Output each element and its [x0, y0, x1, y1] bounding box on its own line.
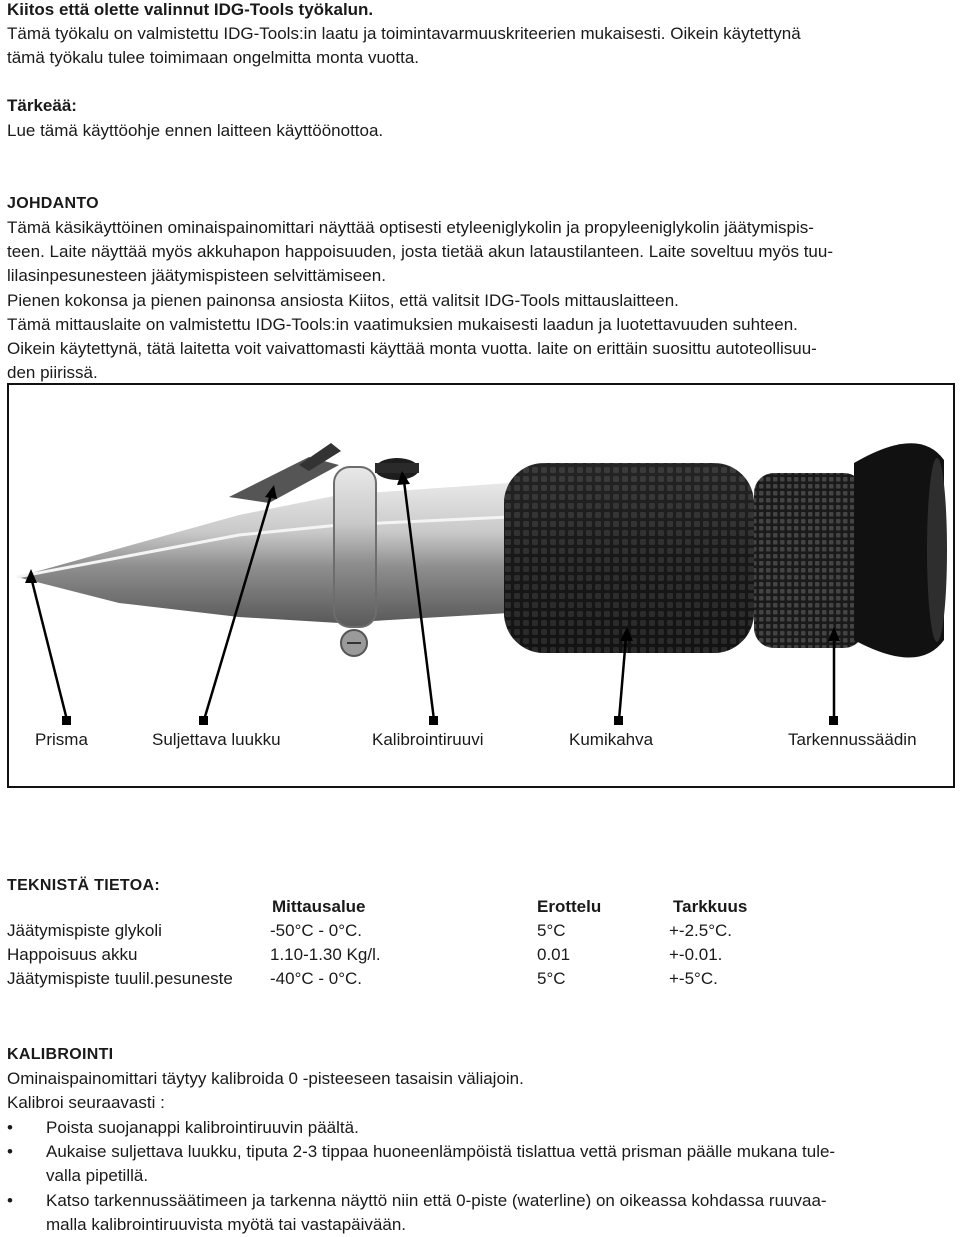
label-kumikahva: Kumikahva — [569, 730, 654, 749]
intro-line: tämä työkalu tulee toimimaan ongelmitta monta vuotta. — [7, 48, 419, 68]
label-suljettava-luukku: Suljettava luukku — [152, 730, 281, 749]
johdanto-line: Tämä käsikäyttöinen ominaispainomittari näyttää optisesti etyleeniglykolin ja propyleeniglykolin jäätymispis- — [7, 218, 814, 237]
prism-body — [17, 483, 509, 623]
calibration-line: Ominaispainomittari täytyy kalibroida 0 -pisteeseen tasaisin väliajoin. — [7, 1069, 524, 1088]
spec-accuracy: +-0.01. — [669, 945, 723, 964]
refractometer-illustration — [9, 385, 953, 786]
important-text: Lue tämä käyttöohje ennen laitteen käyttöönottoa. — [7, 121, 384, 140]
specs-header-row — [7, 897, 953, 921]
calibration-line: Kalibroi seuraavasti : — [7, 1093, 165, 1113]
hinged-cover — [229, 457, 339, 503]
table-row — [7, 969, 953, 993]
spec-accuracy: +-2.5°C. — [669, 921, 733, 940]
johdanto-line: Oikein käytettynä, tätä laitetta voit vaivattomasti käyttää monta vuotta. laite on erittäin suosittu autoteollisuu- — [7, 339, 817, 359]
spec-accuracy: +-5°C. — [669, 969, 718, 988]
label-tarkennussaadin: Tarkennussäädin — [788, 730, 917, 749]
spec-name: Jäätymispiste glykoli — [7, 921, 162, 940]
spec-name: Jäätymispiste tuulil.pesuneste — [7, 969, 233, 988]
intro-text — [7, 22, 953, 70]
label-prisma: Prisma — [35, 730, 88, 749]
calibration-text — [7, 1067, 953, 1115]
intro-line: Tämä työkalu on valmistettu IDG-Tools:in laatu ja toimintavarmuuskriteerien mukaisesti. Oikein käytettynä — [7, 24, 801, 43]
bullet-text: Aukaise suljettava luukku, tiputa 2-3 tippaa huoneenlämpöistä tislattua vettä prisman päälle mukana tule- — [46, 1142, 836, 1161]
bullet: • — [7, 1142, 13, 1161]
table-row — [7, 921, 953, 945]
table-row — [7, 945, 953, 969]
callout-markers — [62, 716, 838, 725]
col-tarkkuus: Tarkkuus — [673, 897, 748, 916]
bullet-text: valla pipetillä. — [46, 1166, 149, 1186]
spec-range: -40°C - 0°C. — [270, 969, 363, 988]
col-mittausalue: Mittausalue — [272, 897, 366, 916]
refractometer-figure — [7, 383, 955, 788]
specs-heading: TEKNISTÄ TIETOA: — [7, 877, 160, 894]
johdanto-line: Pienen kokonsa ja pienen painonsa ansiosta Kiitos, että valitsit IDG-Tools mittauslaitteen. — [7, 290, 679, 310]
label-kalibrointiruuvi: Kalibrointiruuvi — [372, 730, 484, 749]
spec-resolution: 5°C — [537, 921, 566, 940]
important-heading: Tärkeää: — [7, 96, 77, 115]
clamp-ring — [334, 467, 376, 627]
johdanto-text — [7, 216, 953, 385]
focus-ring — [754, 473, 864, 648]
spec-resolution: 5°C — [537, 969, 566, 988]
bullet-text: Poista suojanappi kalibrointiruuvin päältä. — [46, 1118, 359, 1137]
bullet-text: malla kalibrointiruuvista myötä tai vastapäivään. — [46, 1215, 407, 1235]
johdanto-line: teen. Laite näyttää myös akkuhapon happoisuuden, josta tietää akun lataustilanteen. Laite soveltuu myös tuu- — [7, 242, 833, 262]
col-erottelu: Erottelu — [537, 897, 602, 916]
spec-resolution: 0.01 — [537, 945, 571, 964]
spec-range: 1.10-1.30 Kg/l. — [270, 945, 381, 964]
johdanto-heading: JOHDANTO — [7, 195, 99, 212]
intro-title: Kiitos että olette valinnut IDG-Tools työkalun. — [7, 0, 374, 19]
spec-name: Happoisuus akku — [7, 945, 138, 964]
calibration-heading: KALIBROINTI — [7, 1046, 114, 1063]
bullet-text: Katso tarkennussäätimeen ja tarkenna näyttö niin että 0-piste (waterline) on oikeassa kohdassa ruuvaa- — [46, 1191, 827, 1210]
spec-range: -50°C - 0°C. — [270, 921, 363, 940]
bullet: • — [7, 1118, 13, 1137]
johdanto-line: Tämä mittauslaite on valmistettu IDG-Tools:in vaatimuksien mukaisesti laadun ja luotettavuuden suhteen. — [7, 314, 798, 334]
bullet: • — [7, 1191, 13, 1210]
johdanto-line: lilasinpesunesteen jäätymispisteen selvittämiseen. — [7, 266, 386, 286]
johdanto-line: den piirissä. — [7, 363, 98, 383]
